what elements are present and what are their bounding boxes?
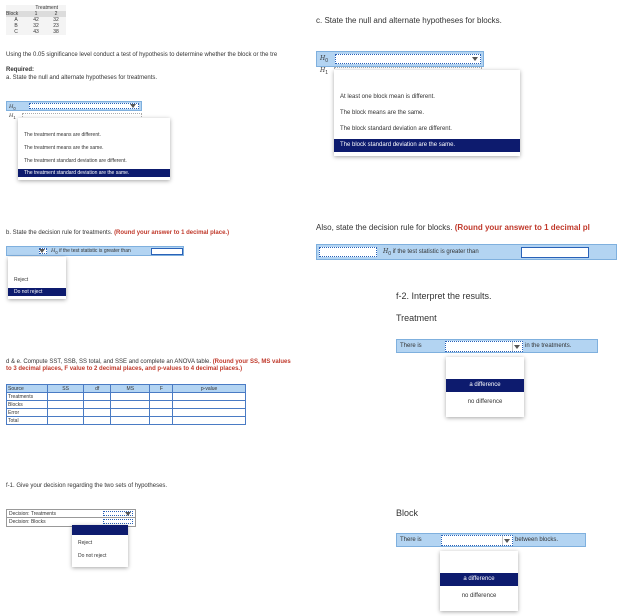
in-treatments-label: in the treatments.	[525, 343, 572, 349]
cell-input[interactable]	[48, 417, 84, 425]
part-a-question: a. State the null and alternate hypotheses for treatments.	[6, 75, 158, 81]
part-b-question: b. State the decision rule for treatments. (Round your answer to 1 decimal place.)	[6, 230, 230, 236]
left-panel	[0, 0, 300, 616]
cell-input[interactable]	[111, 409, 150, 417]
between-blocks-label: between blocks.	[515, 537, 559, 543]
menu-item[interactable]: no difference	[461, 593, 497, 599]
h0-label: $H_0$	[9, 104, 16, 111]
menu-item[interactable]: Do not reject	[78, 553, 107, 559]
cell-input[interactable]	[84, 409, 111, 417]
block-options-menu	[334, 70, 520, 156]
block-interpret-select[interactable]	[441, 535, 513, 546]
menu-item[interactable]: The block means are the same.	[340, 110, 425, 116]
cell-input[interactable]	[84, 401, 111, 409]
chevron-down-icon	[504, 539, 510, 543]
block-diff-menu	[440, 551, 518, 611]
block-interpret-bar	[396, 533, 586, 547]
anova-table	[6, 384, 246, 425]
menu-item-selected[interactable]: a difference	[446, 379, 524, 392]
cell-input[interactable]	[84, 417, 111, 425]
part-f1-question: f-1. Give your decision regarding the two sets of hypotheses.	[6, 483, 168, 489]
rule-select[interactable]	[39, 248, 47, 254]
menu-highlight	[72, 525, 128, 535]
anova-col-pvalue: p-value	[173, 385, 246, 393]
hypothesis-dropdown-bar	[6, 101, 142, 111]
cell-input	[150, 409, 173, 417]
menu-item[interactable]: Reject	[78, 540, 93, 546]
part-de-question: d & e. Compute SST, SSB, SS total, and SSE and complete an ANOVA table. (Round your SS, MS values to 3 decimal places, F value to 2 decimal places, and p-values to 4 decimal places.)	[6, 359, 291, 372]
anova-col-df: df	[84, 385, 111, 393]
menu-item[interactable]: The block standard deviation are different.	[340, 126, 452, 132]
table-row: C 43 38	[14, 29, 59, 35]
col-block: Block	[6, 11, 19, 17]
menu-item-selected[interactable]: The block standard deviation are the same.	[334, 139, 520, 152]
treatment-interpret-bar	[396, 339, 598, 353]
cell-input[interactable]	[150, 401, 173, 409]
chevron-down-icon	[125, 512, 131, 516]
block-h1-label: $H_1$	[320, 67, 329, 77]
anova-col-ms: MS	[111, 385, 150, 393]
cell-input[interactable]	[48, 409, 84, 417]
menu-item-selected[interactable]: Do not reject	[8, 288, 66, 296]
cell-input[interactable]	[111, 393, 150, 401]
decision-blocks-row: Decision: Blocks	[6, 518, 136, 527]
table-row: Total	[7, 417, 246, 425]
block-rule-text: $H_0$ if the test statistic is greater than	[383, 248, 479, 258]
there-is-label: There is	[400, 343, 422, 349]
col-2: 2	[54, 11, 58, 17]
menu-item[interactable]: no difference	[467, 399, 503, 405]
table-row: A 42 32	[14, 17, 59, 23]
anova-col-source: Source	[7, 385, 48, 393]
block-h0-label: $H_0$	[320, 55, 329, 65]
rule-bar	[6, 246, 184, 256]
right-panel	[300, 0, 617, 616]
rule-value-input[interactable]	[151, 248, 183, 255]
cell-input[interactable]	[48, 393, 84, 401]
cell-input[interactable]	[48, 401, 84, 409]
cell-input[interactable]	[150, 393, 173, 401]
block-rule-bar	[316, 244, 617, 260]
table-row: Blocks	[7, 401, 246, 409]
intro-text: Using the 0.05 significance level conduct a test of hypothesis to determine whether the block or the tre	[6, 52, 278, 58]
menu-item[interactable]: At least one block mean is different.	[340, 94, 435, 100]
there-is-block-label: There is	[400, 537, 422, 543]
menu-item[interactable]: Reject	[14, 277, 29, 283]
rule-text: $H_0$ if the test statistic is greater than	[51, 248, 131, 255]
cell-input	[111, 417, 150, 425]
data-table	[6, 5, 66, 35]
decision-options-menu	[72, 525, 128, 567]
block-hypothesis-select[interactable]	[335, 54, 481, 64]
menu-item[interactable]: The treatment means are the same.	[24, 145, 104, 151]
block-heading: Block	[396, 508, 419, 518]
treatment-diff-menu	[446, 357, 524, 417]
table-row: Treatments	[7, 393, 246, 401]
h1-label: $H_1$	[9, 113, 16, 120]
cell-input[interactable]	[173, 401, 246, 409]
treatment-header: Treatment	[35, 5, 58, 11]
anova-col-ss: SS	[48, 385, 84, 393]
chevron-down-icon	[472, 57, 478, 61]
treatment-heading: Treatment	[396, 313, 437, 323]
menu-item[interactable]: The treatment means are different.	[24, 132, 101, 138]
block-rule-select[interactable]	[319, 247, 377, 257]
menu-item-selected[interactable]: a difference	[440, 573, 518, 586]
chevron-down-icon	[39, 249, 45, 253]
decision-treatments-row: Decision: Treatments	[6, 509, 136, 518]
chevron-down-icon	[514, 345, 520, 349]
col-1: 1	[34, 11, 38, 17]
treatment-interpret-select[interactable]	[445, 341, 523, 352]
cell-input	[173, 409, 246, 417]
cell-input[interactable]	[173, 393, 246, 401]
menu-item-selected[interactable]: The treatment standard deviation are the same.	[18, 169, 170, 177]
decision-treatments-select[interactable]	[103, 511, 133, 516]
anova-col-f: F	[150, 385, 173, 393]
table-row: B 32 23	[14, 23, 59, 29]
block-rule-question: Also, state the decision rule for blocks. (Round your answer to 1 decimal pl	[316, 223, 590, 232]
decision-blocks-select[interactable]	[103, 519, 133, 524]
cell-input	[173, 417, 246, 425]
part-f2-question: f-2. Interpret the results.	[396, 291, 492, 301]
reject-options-menu	[8, 257, 66, 299]
treatment-options-menu	[18, 118, 170, 180]
block-hypothesis-bar	[316, 51, 484, 67]
cell-input[interactable]	[111, 401, 150, 409]
treatment-hypothesis-select[interactable]	[29, 103, 139, 109]
menu-item[interactable]: The treatment standard deviation are different.	[24, 158, 127, 164]
part-c-question: c. State the null and alternate hypotheses for blocks.	[316, 16, 502, 25]
chevron-down-icon	[130, 104, 136, 108]
required-label: Required:	[6, 67, 35, 73]
table-row: Error	[7, 409, 246, 417]
cell-input	[150, 417, 173, 425]
block-rule-value-input[interactable]	[521, 247, 589, 258]
cell-input[interactable]	[84, 393, 111, 401]
